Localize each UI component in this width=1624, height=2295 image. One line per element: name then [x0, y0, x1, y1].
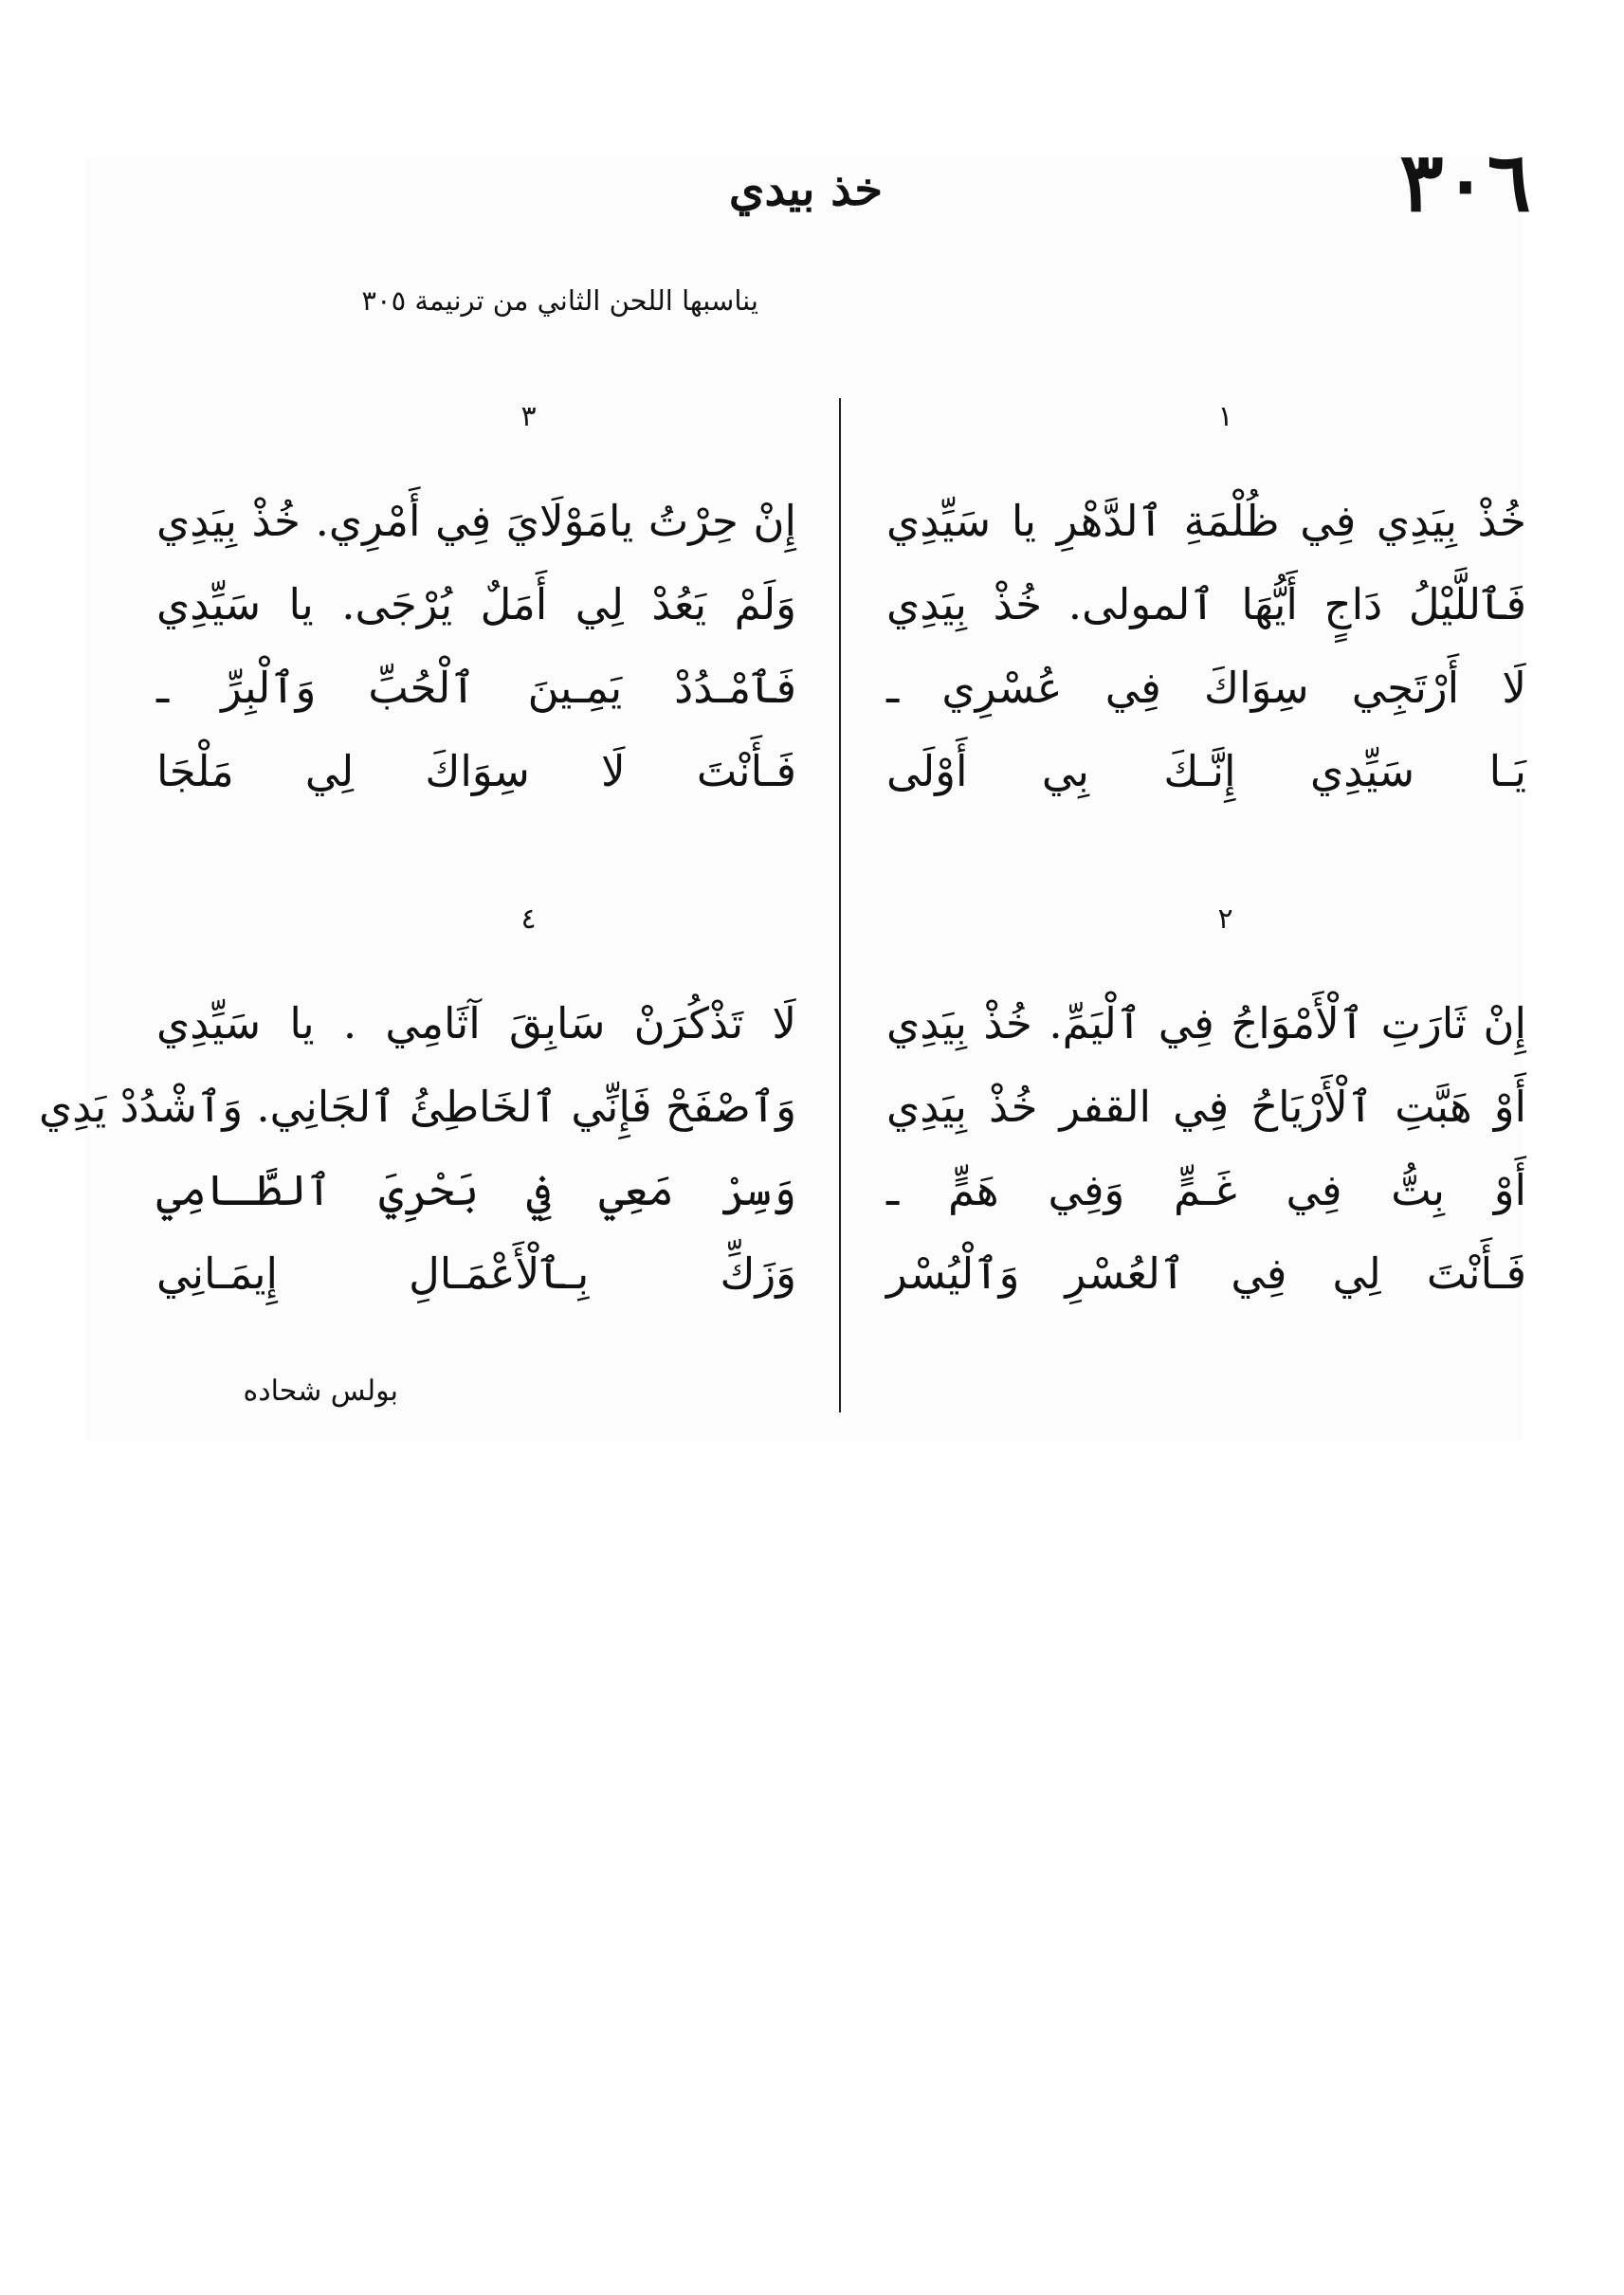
verse-line: إِنْ ثَارَتِ ٱلْأَمْوَاجُ فِي ٱلْيَمِّ. خُذْ بِيَدِي [886, 998, 1526, 1048]
verse-line: فَٱمْـدُدْ يَمِـينَ ٱلْحُبِّ وَٱلْبِرِّ ـ [156, 663, 796, 713]
tune-note: يناسبها اللحن الثاني من ترنيمة ٣٠٥ [361, 284, 758, 317]
verse-line: وَزَكِّ بِـٱلْأَعْمَـالِ إِيمَـانِي [156, 1248, 796, 1299]
hymn-number: ٣٠٦ [1399, 135, 1531, 230]
verse-line: وَٱصْفَحْ فَإِنِّي ٱلخَاطِئُ ٱلجَانِي. وَٱشْدُدْ يَدِي [38, 1082, 796, 1132]
verse-line: فَـأَنْتَ لِي فِي ٱلعُسْرِ وَٱلْيُسْر [886, 1248, 1526, 1299]
verse-line: يَـا سَيِّدِي إِنَّـكَ بِي أَوْلَى [886, 746, 1526, 796]
verse-line: خُذْ بِيَدِي فِي ظُلْمَةِ ٱلدَّهْرِ يا سَيِّدِي [886, 496, 1526, 546]
verse-line: فَٱللَّيْلُ دَاجٍ أَيُّهَا ٱلمولى. خُذْ بِيَدِي [886, 579, 1526, 629]
verse-line: لَا تَذْكُرَنْ سَابِقَ آثَامِي . يا سَيِّدِي [156, 998, 796, 1048]
stanza-number: ٤ [520, 902, 537, 936]
verse-line: وَلَمْ يَعُدْ لِي أَمَلٌ يُرْجَى. يا سَيِّدِي [156, 579, 796, 629]
verse-line: أَوْ بِتُّ فِي غَـمٍّ وَفِي هَمٍّ ـ [886, 1165, 1526, 1215]
verse-line: إِنْ حِرْتُ يامَوْلَايَ فِي أَمْرِي. خُذْ بِيَدِي [156, 496, 796, 546]
stanza-number: ٢ [1217, 902, 1233, 936]
verse-line: لَا أَرْتَجِي سِوَاكَ فِي عُسْرِي ـ [886, 663, 1526, 713]
hymn-title: خذ بيدي [728, 163, 884, 216]
verse-line: أَوْ هَبَّتِ ٱلْأَرْيَاحُ فِي القفر خُذْ بِيَدِي [886, 1082, 1526, 1132]
verse-line: فَـأَنْتَ لَا سِوَاكَ لِي مَلْجَا [156, 746, 796, 796]
stanza-number: ٣ [520, 400, 537, 433]
stanza-number: ١ [1217, 400, 1233, 433]
author-name: بولس شحاده [243, 1375, 398, 1408]
verse-line: وَسِرْ مَعِي فِي بَحْرِيَ ٱلطَّـامِي [156, 1165, 796, 1215]
